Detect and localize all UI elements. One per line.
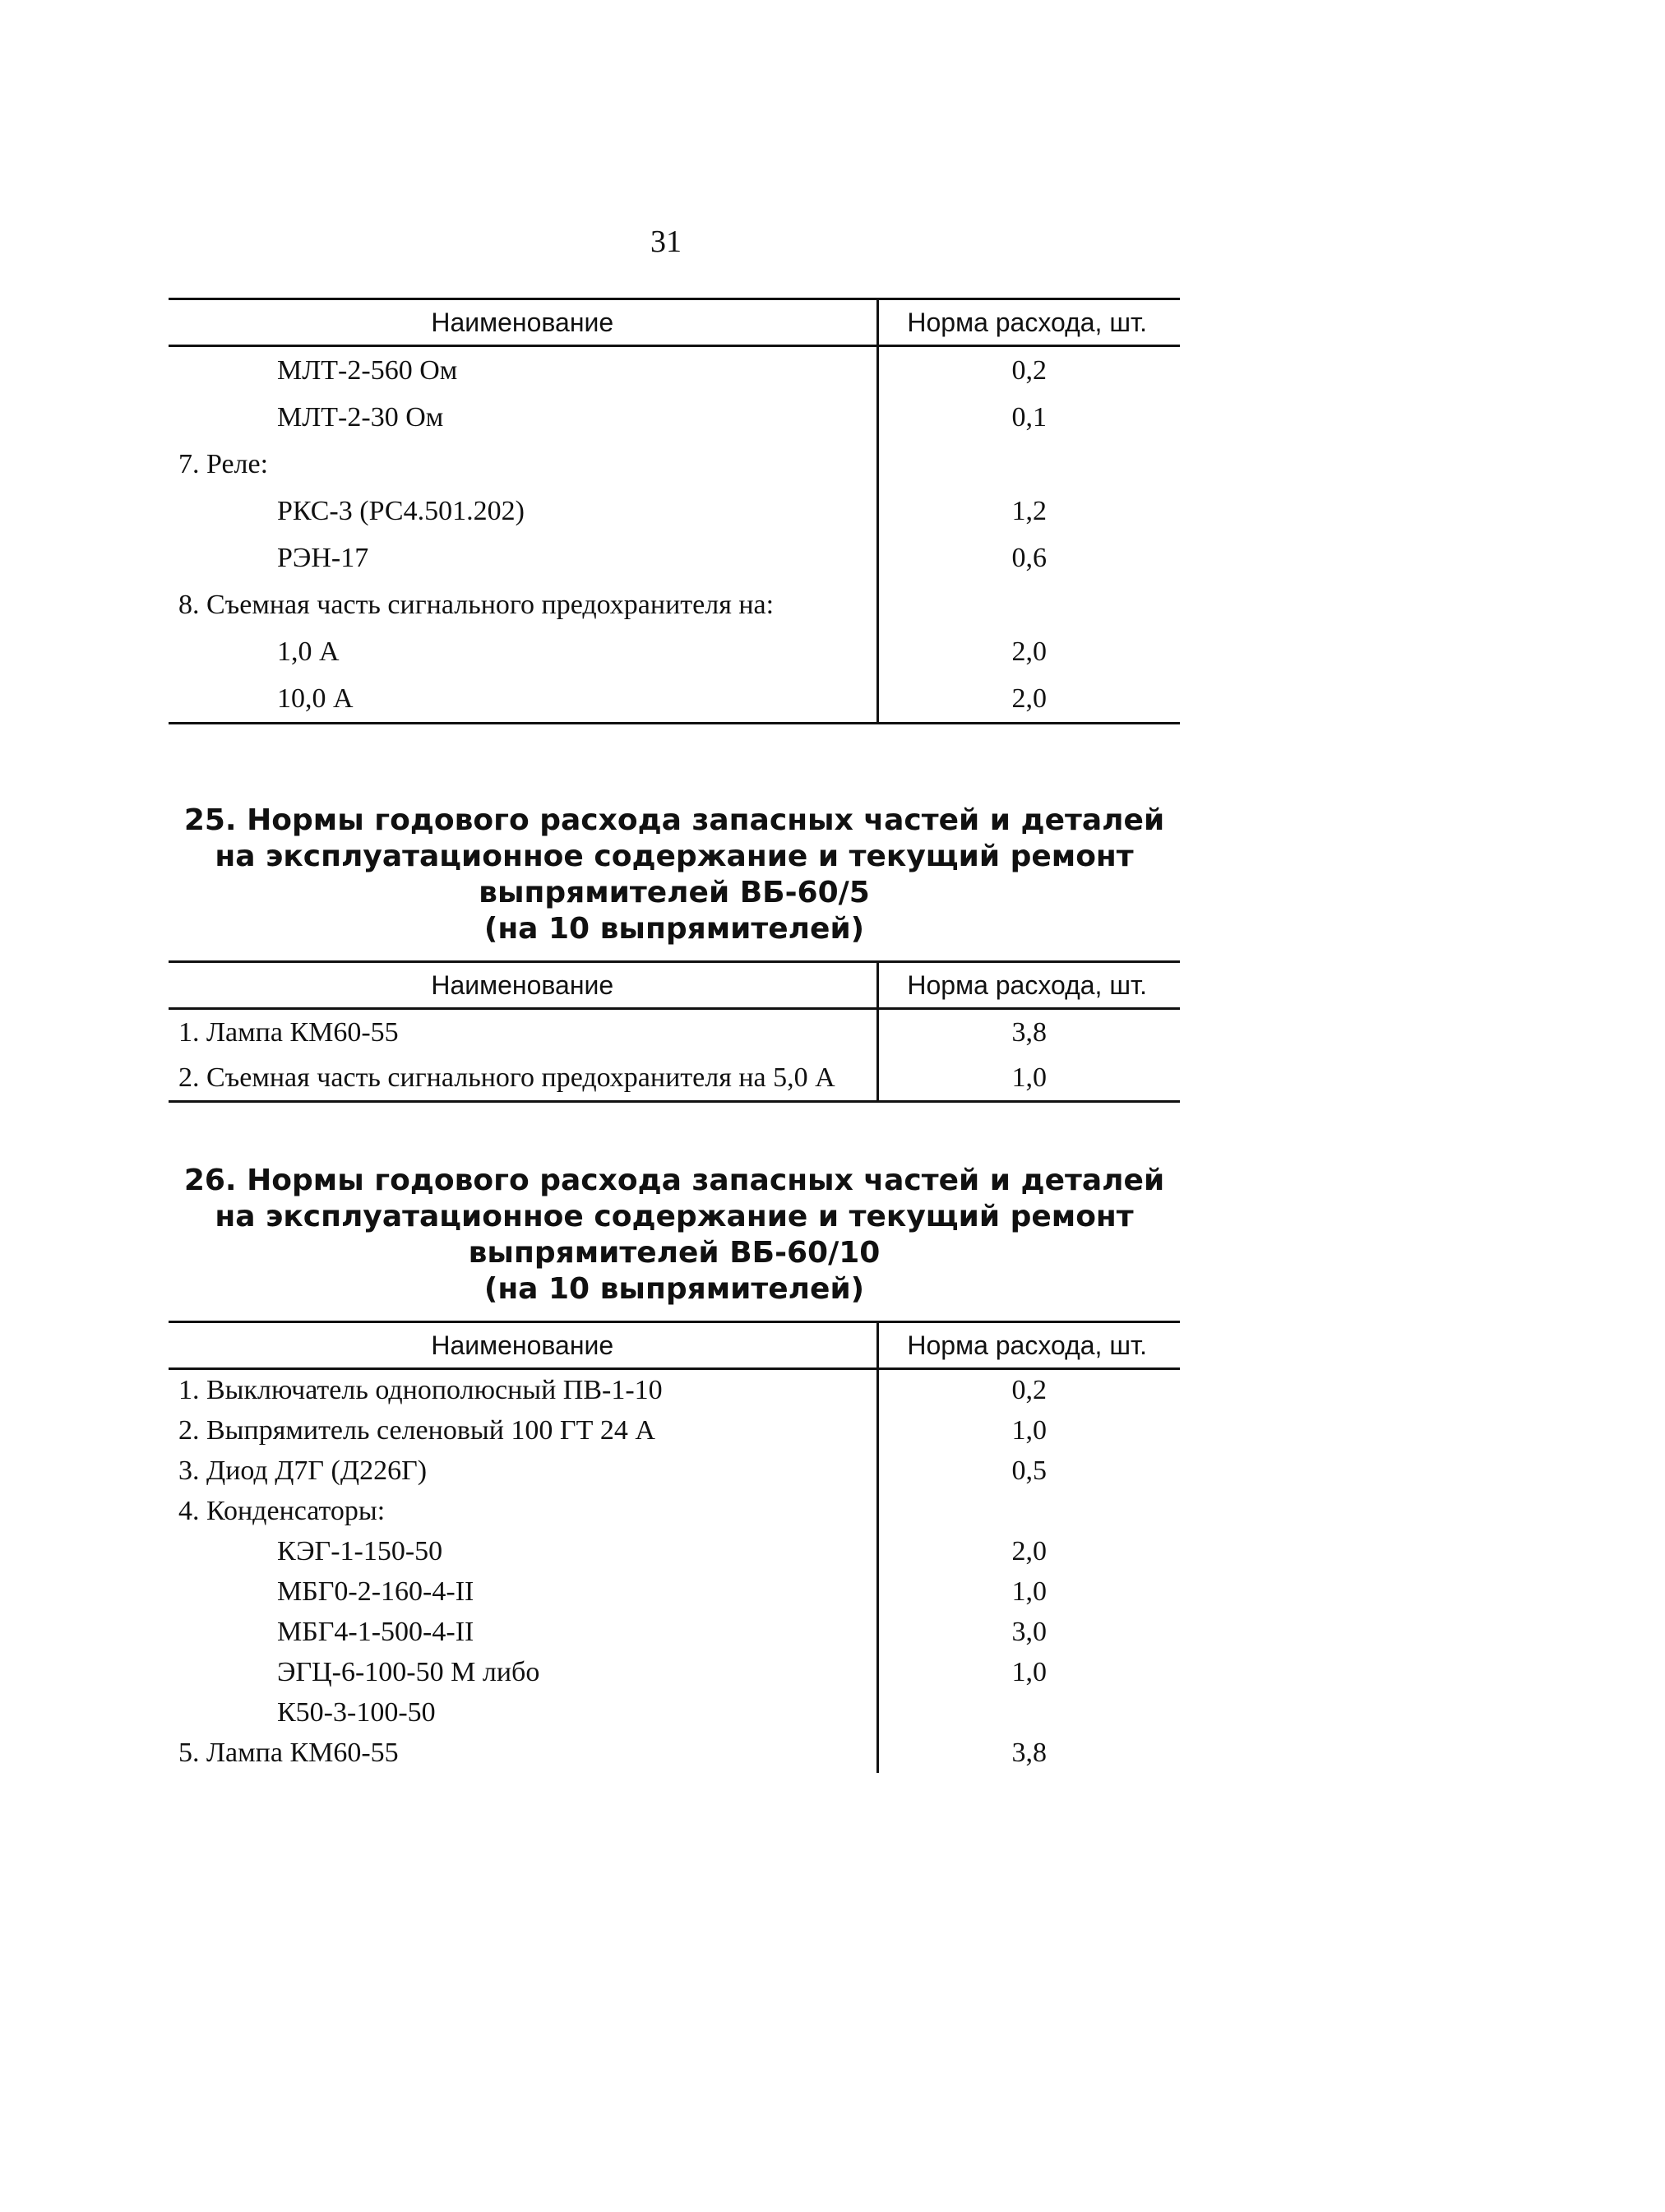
page-number: 31: [650, 224, 682, 259]
row-norm: [877, 441, 1180, 488]
row-name: 2. Съемная часть сигнального предохранителя на 5,0 А: [169, 1055, 877, 1102]
section-title-line: 25. Нормы годового расхода запасных частей и деталей: [183, 803, 1165, 837]
row-norm: 2,0: [1011, 1535, 1047, 1566]
table-row: [169, 488, 1180, 534]
section-title-line: 26. Нормы годового расхода запасных частей и деталей: [183, 1164, 1165, 1197]
row-name: 4. Конденсаторы:: [169, 1491, 877, 1531]
row-name: МБГ4-1-500-4-II: [169, 1612, 877, 1652]
table-row: [169, 1491, 1180, 1531]
row-norm: 2,0: [1011, 636, 1047, 667]
row-name: 2. Выпрямитель селеновый 100 ГТ 24 А: [169, 1410, 877, 1451]
row-name: РКС-3 (РС4.501.202): [169, 488, 877, 534]
section-title-line: на эксплуатационное содержание и текущий ремонт: [215, 1200, 1134, 1233]
row-name: МБГ0-2-160-4-II: [169, 1571, 877, 1612]
section-title-line: выпрямителей ВБ-60/10: [468, 1236, 881, 1270]
table-row: [169, 394, 1180, 441]
row-name: 7. Реле:: [169, 441, 877, 488]
section-25-title: [169, 803, 1180, 947]
row-name: 10,0 А: [169, 675, 877, 724]
section-26-title: [169, 1163, 1180, 1307]
row-norm: 1,0: [877, 1055, 1180, 1102]
column-header-name: Наименование: [169, 299, 877, 346]
section-title-line: (на 10 выпрямителей): [483, 912, 865, 946]
row-norm: 0,5: [1011, 1455, 1047, 1486]
table-header-row: [169, 962, 1180, 1009]
row-norm: 3,0: [1011, 1616, 1047, 1647]
row-norm: 1,0: [1011, 1414, 1047, 1446]
table-continued: [169, 298, 1180, 724]
section-title-line: выпрямителей ВБ-60/5: [479, 876, 870, 909]
section-26-table: [169, 1321, 1180, 1773]
column-header-name: Наименование: [169, 962, 877, 1009]
table-row: [169, 1531, 1180, 1571]
table-row: [169, 1692, 1180, 1733]
row-norm: 0,2: [1011, 354, 1047, 386]
row-norm: [877, 581, 1180, 628]
row-name: 1. Лампа КМ60-55: [169, 1009, 877, 1056]
table-row: [169, 675, 1180, 724]
row-norm: 1,2: [1011, 495, 1047, 526]
row-norm: 0,6: [1011, 542, 1047, 573]
row-norm: 1,0: [1011, 1656, 1047, 1687]
row-name: КЭГ-1-150-50: [169, 1531, 877, 1571]
table-row: [169, 1410, 1180, 1451]
row-name: 5. Лампа КМ60-55: [169, 1733, 877, 1773]
row-norm: 3,8: [1011, 1016, 1047, 1048]
table-row: [169, 1612, 1180, 1652]
table-row: [169, 1451, 1180, 1491]
column-header-norm: Норма расхода, шт.: [877, 1322, 1180, 1369]
row-norm: 1,0: [1011, 1576, 1047, 1607]
table-row: [169, 1055, 1180, 1102]
section-title-line: (на 10 выпрямителей): [483, 1272, 865, 1306]
row-name: РЭН-17: [169, 534, 877, 581]
table-row: [169, 1369, 1180, 1411]
table-row: [169, 1571, 1180, 1612]
row-norm: [877, 1692, 1180, 1733]
column-header-norm: Норма расхода, шт.: [877, 299, 1180, 346]
table-row: [169, 628, 1180, 675]
row-name: 8. Съемная часть сигнального предохранителя на:: [169, 581, 877, 628]
table-row: [169, 346, 1180, 395]
row-name: К50-3-100-50: [169, 1692, 877, 1733]
table-row: [169, 1009, 1180, 1056]
row-name: 1,0 А: [169, 628, 877, 675]
row-name: МЛТ-2-560 Ом: [169, 346, 877, 395]
table-row: [169, 534, 1180, 581]
row-norm: 3,8: [1011, 1737, 1047, 1768]
row-name: 1. Выключатель однополюсный ПВ-1-10: [169, 1369, 877, 1411]
section-title-line: на эксплуатационное содержание и текущий ремонт: [215, 840, 1134, 873]
column-header-name: Наименование: [169, 1322, 877, 1369]
row-norm: 2,0: [877, 675, 1180, 724]
row-name: МЛТ-2-30 Ом: [169, 394, 877, 441]
column-header-norm: Норма расхода, шт.: [877, 962, 1180, 1009]
section-25-table: [169, 960, 1180, 1103]
row-norm: 0,2: [1011, 1374, 1047, 1405]
row-name: ЭГЦ-6-100-50 М либо: [169, 1652, 877, 1692]
table-row: [169, 581, 1180, 628]
table-header-row: [169, 299, 1180, 346]
row-norm: [877, 1491, 1180, 1531]
row-norm: 0,1: [1011, 401, 1047, 433]
table-row: [169, 441, 1180, 488]
row-name: 3. Диод Д7Г (Д226Г): [169, 1451, 877, 1491]
table-header-row: [169, 1322, 1180, 1369]
table-row: [169, 1652, 1180, 1692]
table-row: [169, 1733, 1180, 1773]
